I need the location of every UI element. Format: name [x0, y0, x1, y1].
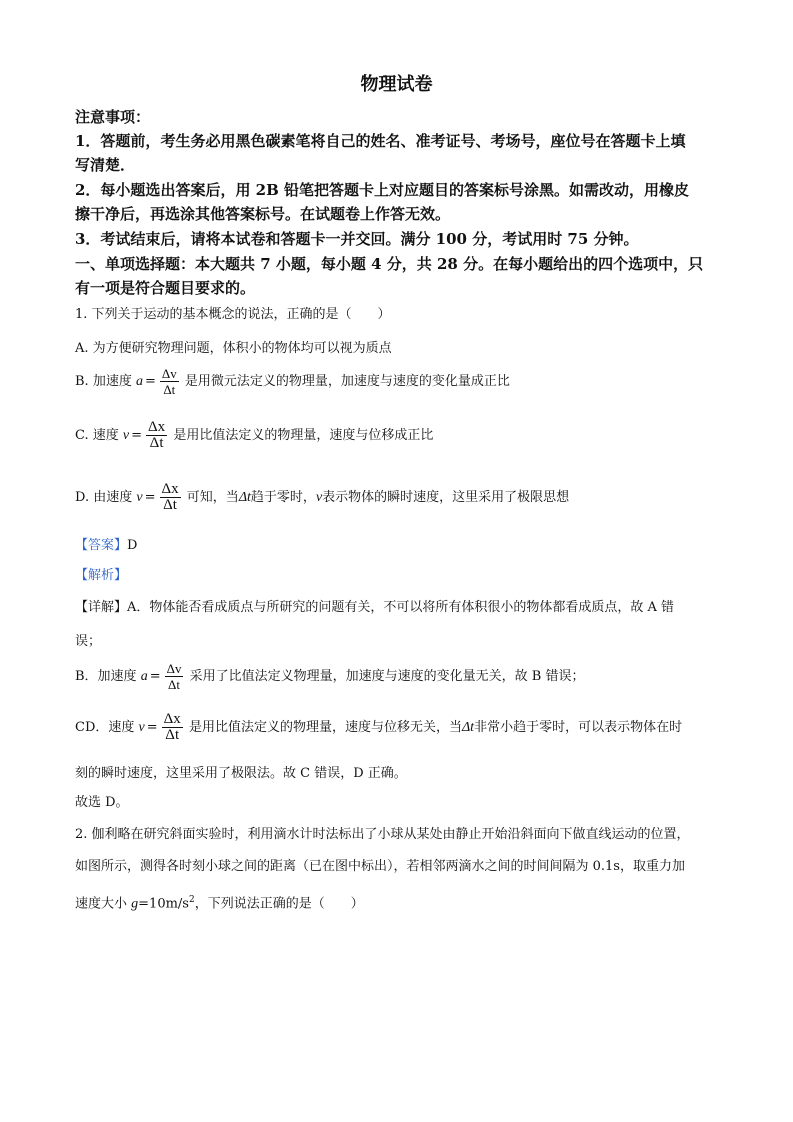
- option-c-prefix: C. 速度: [75, 428, 119, 443]
- detail-b: B．加速度 a = $\frac{\Delta v}{\Delta t}$ 采用了比值法定义物理量，加速度与速度的变化量无关，故 B 错误；: [75, 661, 585, 692]
- formula-velocity: v = $\frac{\Delta x}{\Delta t}$: [136, 481, 179, 513]
- notice-item-2: 2．每小题选出答案后，用 2B 铅笔把答题卡上对应题目的答案标号涂黑。如需改动，用橡皮: [75, 181, 690, 199]
- option-c-text: 是用比值法定义的物理量，速度与位移成正比: [173, 428, 434, 443]
- answer-label: 【答案】: [75, 538, 128, 553]
- answer-value: D: [127, 538, 138, 553]
- question-2-line-1: 2. 伽利略在研究斜面实验时，利用滴水计时法标出了小球从某处由静止开始沿斜面向下做直线运动的位置，: [75, 827, 690, 842]
- notice-item-1-cont: 写清楚．: [75, 156, 136, 174]
- formula-acceleration: a = $\frac{\Delta v}{\Delta t}$: [135, 366, 177, 397]
- notice-item-1: 1．答题前，考生务必用黑色碳素笔将自己的姓名、准考证号、考场号，座位号在答题卡上填: [75, 132, 686, 150]
- option-a: A. 为方便研究物理问题，体积小的物体均可以视为质点: [75, 341, 392, 356]
- notice-item-3: 3．考试结束后，请将本试卷和答题卡一并交回。满分 100 分，考试用时 75 分钟。: [75, 230, 639, 248]
- section-heading-cont: 有一项是符合题目要求的。: [75, 279, 256, 297]
- detail-a: 【详解】A．物体能否看成质点与所研究的问题有关，不可以将所有体积很小的物体都看成质点，故 A 错: [75, 600, 675, 615]
- question-1-stem: 1. 下列关于运动的基本概念的说法，正确的是（ ）: [75, 307, 391, 322]
- conclusion: 故选 D。: [75, 795, 129, 810]
- analysis-label: 【解析】: [75, 568, 128, 583]
- formula-velocity: v = $\frac{\Delta x}{\Delta t}$: [138, 711, 181, 743]
- detail-cd: CD．速度 v = $\frac{\Delta x}{\Delta t}$ 是用比值法定义的物理量，速度与位移无关，当Δt非常小趋于零时，可以表示物体在时: [75, 711, 683, 743]
- detail-a-cont: 误；: [75, 634, 102, 649]
- page-title: 物理试卷: [360, 74, 433, 95]
- answer: [75, 538, 137, 554]
- question-2-line-3: 速度大小 $g=10m/s^2$，下列说法正确的是（ ）: [75, 895, 364, 912]
- detail-cd-cont: 刻的瞬时速度，这里采用了极限法。故 C 错误，D 正确。: [75, 766, 407, 781]
- option-b: [75, 366, 510, 397]
- notice-heading: 注意事项：: [75, 108, 151, 126]
- notice-item-2-cont: 擦干净后，再选涂其他答案标号。在试题卷上作答无效。: [75, 205, 451, 223]
- option-d-prefix: D. 由速度: [75, 490, 133, 505]
- option-d: D. 由速度 v = $\frac{\Delta x}{\Delta t}$ 可知，当Δt趋于零时，v表示物体的瞬时速度，这里采用了极限思想: [75, 481, 570, 513]
- option-c: [75, 420, 433, 451]
- section-heading: 一、单项选择题：本大题共 7 小题，每小题 4 分，共 28 分。在每小题给出的四个选项中，只: [75, 255, 704, 273]
- option-b-text: 是用微元法定义的物理量，加速度与速度的变化量成正比: [184, 374, 510, 389]
- option-b-prefix: B. 加速度: [75, 374, 132, 389]
- formula-acceleration: a = $\frac{\Delta v}{\Delta t}$: [140, 661, 182, 692]
- formula-velocity: v = $\frac{\Delta x}{\Delta t}$: [122, 419, 166, 451]
- question-2-line-2: 如图所示，测得各时刻小球之间的距离（已在图中标出），若相邻两滴水之间的时间间隔为 0.1s，取重力加: [75, 859, 685, 874]
